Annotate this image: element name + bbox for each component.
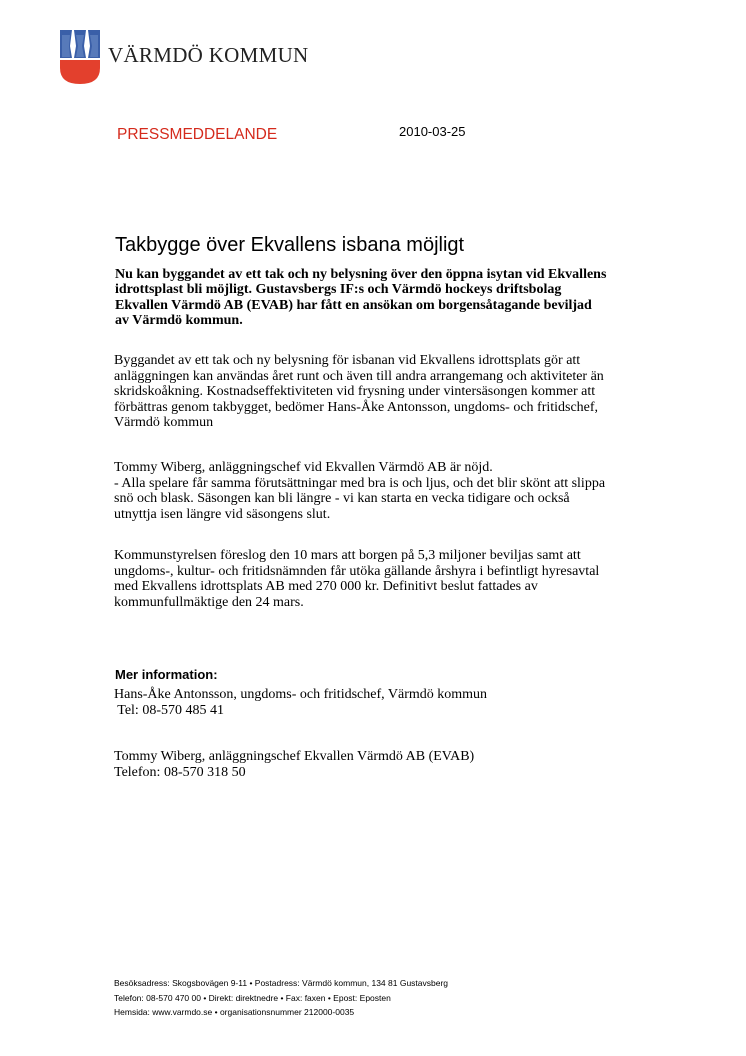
- page-title: Takbygge över Ekvallens isbana möjligt: [115, 234, 465, 256]
- contact-name: Hans-Åke Antonsson, ungdoms- och fritidschef, Värmdö kommun: [114, 687, 488, 702]
- footer-line: Telefon: 08-570 470 00 • Direkt: direktnedre • Fax: faxen • Epost: Eposten: [114, 992, 391, 1003]
- footer: [114, 976, 448, 1020]
- body-paragraph: [114, 353, 659, 431]
- lead-line: av Värmdö kommun.: [115, 313, 243, 329]
- paragraph-line: snö och blask. Säsongen kan bli längre - vi kan starta en vecka tidigare och också: [114, 491, 570, 506]
- footer-line: Hemsida: www.varmdo.se • organisationsnummer 212000-0035: [114, 1007, 355, 1018]
- lead-line: Ekvallen Värmdö AB (EVAB) har fått en ansökan om borgensåtagande beviljad: [115, 297, 592, 313]
- paragraph-line: kommunfullmäktige den 24 mars.: [114, 594, 304, 610]
- lead-paragraph: [115, 267, 635, 329]
- contact-phone: Telefon: 08-570 318 50: [114, 765, 246, 780]
- lead-line: idrottsplast bli möjligt. Gustavsbergs IF:s och Värmdö hockeys driftsbolag: [115, 282, 562, 298]
- paragraph-line: Värmdö kommun: [114, 415, 214, 430]
- paragraph-line: med Ekvallens idrottsplats AB med 270 000 kr. Definitivt beslut fattades av: [114, 579, 538, 594]
- paragraph-line: ungdoms-, kultur- och fritidsnämnden får utöka gällande årshyra i befintligt hyresavtal: [114, 563, 600, 579]
- paragraph-line: utnyttja isen längre vid säsongens slut.: [114, 506, 331, 522]
- brand-name: VÄRMDÖ KOMMUN: [108, 43, 309, 67]
- municipality-crest-icon: [60, 30, 100, 84]
- document-type-label: PRESSMEDDELANDE: [117, 126, 278, 143]
- footer-line: Besöksadress: Skogsbovägen 9-11 • Postadress: Värmdö kommun, 134 81 Gustavsberg: [114, 978, 449, 988]
- paragraph-line: Byggandet av ett tak och ny belysning för isbanan vid Ekvallens idrottsplats gör att: [114, 353, 581, 368]
- contact-block: [114, 687, 487, 719]
- contact-name: Tommy Wiberg, anläggningschef Ekvallen Värmdö AB (EVAB): [114, 749, 475, 764]
- more-info-heading: Mer information:: [115, 667, 218, 682]
- paragraph-line: - Alla spelare får samma förutsättningar med bra is och ljus, och det blir skönt att slippa: [114, 475, 606, 491]
- publish-date: 2010-03-25: [399, 124, 466, 139]
- paragraph-line: Tommy Wiberg, anläggningschef vid Ekvallen Värmdö AB är nöjd.: [114, 460, 493, 475]
- paragraph-line: anläggningen kan användas året runt och även till andra arrangemang och aktiviteter än: [114, 368, 604, 384]
- paragraph-line: förbättras genom takbygget, bedömer Hans-Åke Antonsson, ungdoms- och fritidschef,: [114, 399, 599, 415]
- body-paragraph: [114, 548, 659, 610]
- contact-block: [114, 749, 474, 781]
- body-paragraph: [114, 460, 659, 522]
- lead-line: Nu kan byggandet av ett tak och ny belysning över den öppna isytan vid Ekvallens: [115, 267, 607, 282]
- paragraph-line: skridskoåkning. Kostnadseffektiviteten vid frysning under vintersäsongen kommer att: [114, 384, 596, 399]
- paragraph-line: Kommunstyrelsen föreslog den 10 mars att borgen på 5,3 miljoner beviljas samt att: [114, 548, 581, 563]
- contact-phone: Tel: 08-570 485 41: [114, 703, 224, 718]
